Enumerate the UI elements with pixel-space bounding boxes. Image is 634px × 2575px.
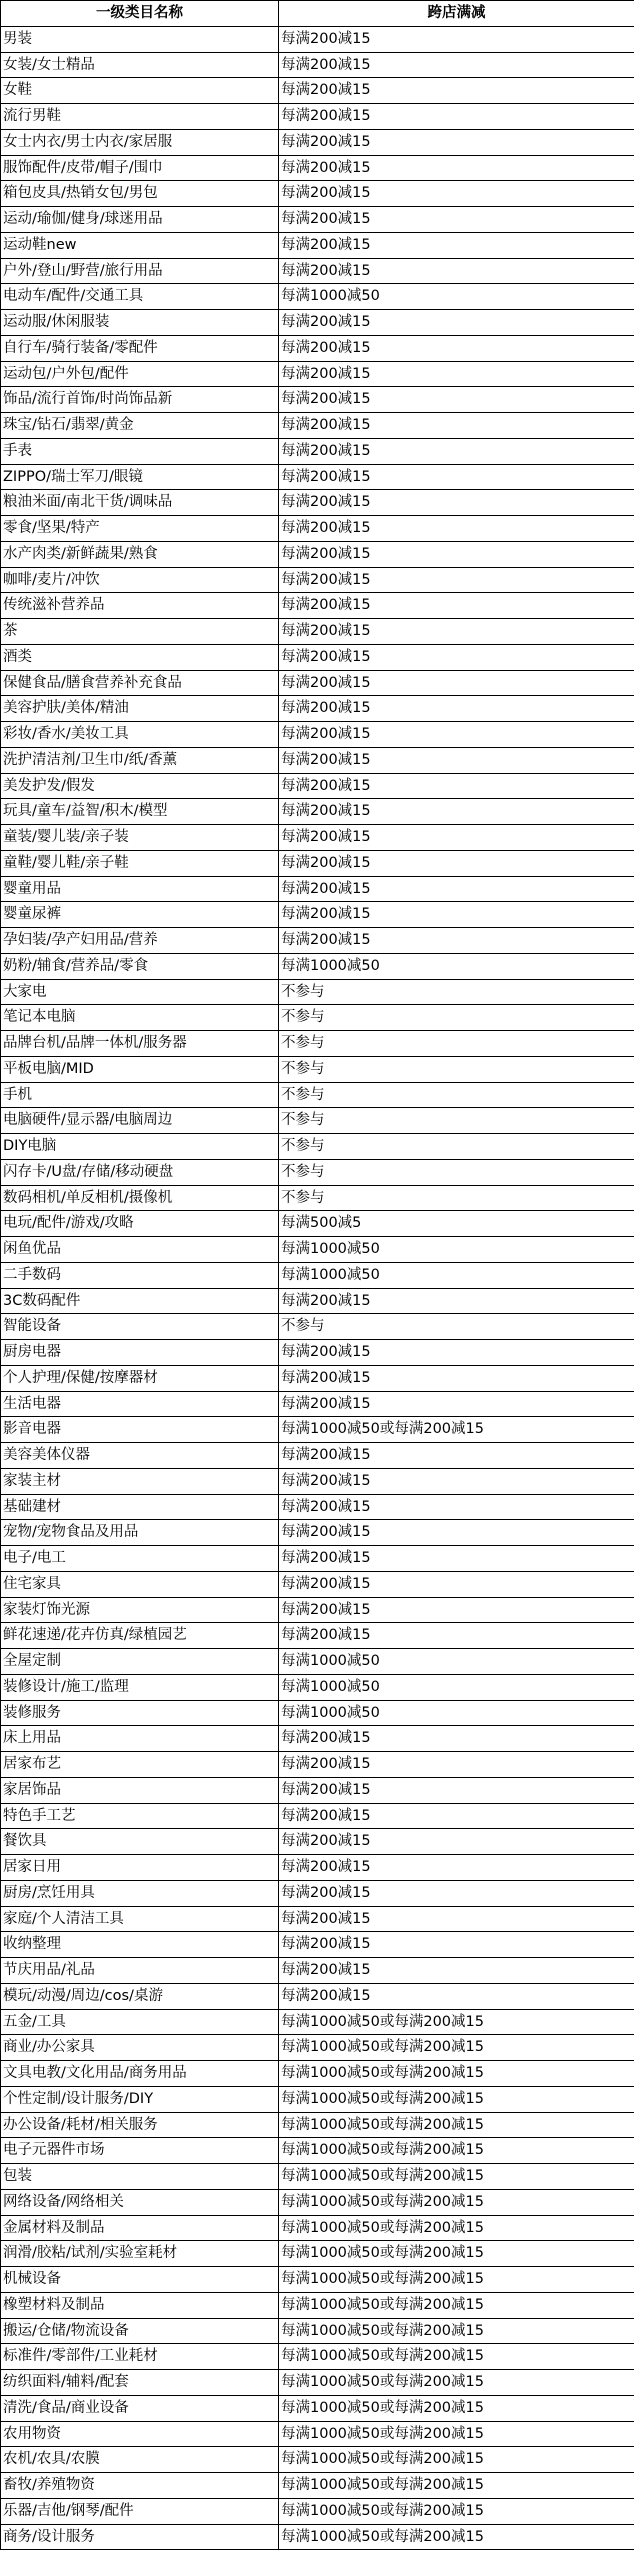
category-cell: 饰品/流行首饰/时尚饰品新 [1, 387, 279, 413]
category-cell: 商业/办公家具 [1, 2035, 279, 2061]
discount-cell: 每满200减15 [279, 438, 634, 464]
discount-cell: 每满200减15 [279, 464, 634, 490]
table-row [1, 1288, 634, 1314]
discount-cell: 每满200减15 [279, 1752, 634, 1778]
discount-cell: 每满1000减50或每满200减15 [279, 2370, 634, 2396]
discount-cell: 每满1000减50 [279, 953, 634, 979]
table-row [1, 1983, 634, 2009]
discount-cell: 每满200减15 [279, 1597, 634, 1623]
table-row [1, 1108, 634, 1134]
discount-cell: 每满200减15 [279, 567, 634, 593]
discount-cell: 每满1000减50或每满200减15 [279, 2241, 634, 2267]
category-cell: 水产肉类/新鲜蔬果/熟食 [1, 541, 279, 567]
category-cell: 平板电脑/MID [1, 1056, 279, 1082]
table-row [1, 284, 634, 310]
table-row [1, 696, 634, 722]
table-row [1, 1649, 634, 1675]
discount-cell: 每满200减15 [279, 644, 634, 670]
discount-cell: 不参与 [279, 1134, 634, 1160]
table-row [1, 2267, 634, 2293]
discount-cell: 每满200减15 [279, 207, 634, 233]
table-row [1, 541, 634, 567]
discount-cell: 每满200减15 [279, 1829, 634, 1855]
discount-cell: 每满200减15 [279, 696, 634, 722]
discount-cell: 每满1000减50或每满200减15 [279, 2061, 634, 2087]
table-row [1, 1031, 634, 1057]
category-cell: 女鞋 [1, 78, 279, 104]
table-row [1, 722, 634, 748]
table-row [1, 1494, 634, 1520]
table-row [1, 2498, 634, 2524]
discount-cell: 每满1000减50或每满200减15 [279, 1417, 634, 1443]
category-cell: 家装主材 [1, 1468, 279, 1494]
table-row [1, 181, 634, 207]
category-cell: 咖啡/麦片/冲饮 [1, 567, 279, 593]
category-cell: 数码相机/单反相机/摄像机 [1, 1185, 279, 1211]
discount-cell: 每满200减15 [279, 258, 634, 284]
discount-cell: 每满1000减50或每满200减15 [279, 2498, 634, 2524]
table-row [1, 2473, 634, 2499]
category-cell: 生活电器 [1, 1391, 279, 1417]
discount-cell: 每满200减15 [279, 1803, 634, 1829]
table-row [1, 2292, 634, 2318]
table-row [1, 902, 634, 928]
discount-cell: 每满200减15 [279, 387, 634, 413]
category-cell: 零食/坚果/特产 [1, 516, 279, 542]
category-cell: 服饰配件/皮带/帽子/围巾 [1, 155, 279, 181]
table-row [1, 593, 634, 619]
category-cell: 品牌台机/品牌一体机/服务器 [1, 1031, 279, 1057]
table-row [1, 1314, 634, 1340]
discount-cell: 每满1000减50或每满200减15 [279, 2318, 634, 2344]
discount-cell: 每满200减15 [279, 1726, 634, 1752]
table-row [1, 1726, 634, 1752]
category-cell: 装修服务 [1, 1700, 279, 1726]
category-cell: 洗护清洁剂/卫生巾/纸/香薰 [1, 747, 279, 773]
category-cell: 运动包/户外包/配件 [1, 361, 279, 387]
table-row [1, 2344, 634, 2370]
discount-cell: 每满200减15 [279, 1906, 634, 1932]
category-cell: 婴童尿裤 [1, 902, 279, 928]
table-row [1, 1777, 634, 1803]
category-cell: 宠物/宠物食品及用品 [1, 1520, 279, 1546]
discount-cell: 每满200减15 [279, 1546, 634, 1572]
table-row [1, 1932, 634, 1958]
table-row [1, 1185, 634, 1211]
table-row [1, 2035, 634, 2061]
discount-cell: 每满1000减50或每满200减15 [279, 2447, 634, 2473]
category-cell: 智能设备 [1, 1314, 279, 1340]
discount-cell: 每满200减15 [279, 1932, 634, 1958]
category-cell: 畜牧/养殖物资 [1, 2473, 279, 2499]
discount-cell: 每满200减15 [279, 1468, 634, 1494]
category-cell: 美容护肤/美体/精油 [1, 696, 279, 722]
table-row [1, 2370, 634, 2396]
category-cell: 茶 [1, 619, 279, 645]
discount-cell: 每满200减15 [279, 1983, 634, 2009]
table-row [1, 1546, 634, 1572]
table-row [1, 361, 634, 387]
discount-cell: 每满200减15 [279, 1443, 634, 1469]
table-row [1, 876, 634, 902]
category-cell: 运动服/休闲服装 [1, 310, 279, 336]
table-row [1, 567, 634, 593]
table-row [1, 1571, 634, 1597]
table-row [1, 258, 634, 284]
discount-cell: 每满200减15 [279, 1365, 634, 1391]
category-cell: 影音电器 [1, 1417, 279, 1443]
table-row [1, 413, 634, 439]
category-cell: 电玩/配件/游戏/攻略 [1, 1211, 279, 1237]
discount-cell: 每满200减15 [279, 181, 634, 207]
category-cell: 金属材料及制品 [1, 2215, 279, 2241]
category-cell: 厨房/烹饪用具 [1, 1880, 279, 1906]
table-row [1, 1700, 634, 1726]
category-cell: 润滑/胶粘/试剂/实验室耗材 [1, 2241, 279, 2267]
table-row [1, 825, 634, 851]
discount-cell: 每满1000减50或每满200减15 [279, 2112, 634, 2138]
table-row [1, 2241, 634, 2267]
category-cell: 童鞋/婴儿鞋/亲子鞋 [1, 850, 279, 876]
table-row [1, 1262, 634, 1288]
table-row [1, 2086, 634, 2112]
category-cell: 餐饮具 [1, 1829, 279, 1855]
category-cell: 清洗/食品/商业设备 [1, 2395, 279, 2421]
category-cell: 乐器/吉他/钢琴/配件 [1, 2498, 279, 2524]
category-cell: 家庭/个人清洁工具 [1, 1906, 279, 1932]
table-row [1, 1056, 634, 1082]
discount-cell: 每满1000减50或每满200减15 [279, 2164, 634, 2190]
category-cell: 个人护理/保健/按摩器材 [1, 1365, 279, 1391]
category-cell: 自行车/骑行装备/零配件 [1, 335, 279, 361]
category-cell: 二手数码 [1, 1262, 279, 1288]
table-row [1, 52, 634, 78]
category-cell: 酒类 [1, 644, 279, 670]
category-cell: 玩具/童车/益智/积木/模型 [1, 799, 279, 825]
category-cell: 奶粉/辅食/营养品/零食 [1, 953, 279, 979]
category-cell: 模玩/动漫/周边/cos/桌游 [1, 1983, 279, 2009]
table-row [1, 1674, 634, 1700]
discount-cell: 每满1000减50或每满200减15 [279, 2009, 634, 2035]
table-row [1, 335, 634, 361]
table-row [1, 1752, 634, 1778]
discount-cell: 每满200减15 [279, 78, 634, 104]
category-cell: 家装灯饰光源 [1, 1597, 279, 1623]
table-row [1, 2215, 634, 2241]
category-cell: 电动车/配件/交通工具 [1, 284, 279, 310]
category-cell: 基础建材 [1, 1494, 279, 1520]
category-cell: 粮油米面/南北干货/调味品 [1, 490, 279, 516]
discount-cell: 每满200减15 [279, 722, 634, 748]
category-cell: 居家日用 [1, 1855, 279, 1881]
discount-cell: 每满200减15 [279, 1571, 634, 1597]
discount-cell: 每满200减15 [279, 799, 634, 825]
discount-cell: 不参与 [279, 1056, 634, 1082]
discount-cell: 每满200减15 [279, 26, 634, 52]
discount-cell: 每满1000减50或每满200减15 [279, 2292, 634, 2318]
discount-cell: 每满1000减50或每满200减15 [279, 2138, 634, 2164]
category-cell: 农机/农具/农膜 [1, 2447, 279, 2473]
discount-cell: 每满200减15 [279, 413, 634, 439]
discount-cell: 每满1000减50或每满200减15 [279, 2524, 634, 2550]
category-cell: 笔记本电脑 [1, 1005, 279, 1031]
table-header-row [1, 1, 634, 27]
category-cell: 电脑硬件/显示器/电脑周边 [1, 1108, 279, 1134]
discount-cell: 每满200减15 [279, 1340, 634, 1366]
discount-cell: 每满1000减50或每满200减15 [279, 2421, 634, 2447]
category-cell: 五金/工具 [1, 2009, 279, 2035]
discount-cell: 不参与 [279, 1031, 634, 1057]
discount-cell: 每满200减15 [279, 747, 634, 773]
table-row [1, 232, 634, 258]
category-cell: 女士内衣/男士内衣/家居服 [1, 129, 279, 155]
table-row [1, 1623, 634, 1649]
discount-cell: 每满200减15 [279, 541, 634, 567]
table-row [1, 1468, 634, 1494]
discount-cell: 每满200减15 [279, 310, 634, 336]
category-cell: 保健食品/膳食营养补充食品 [1, 670, 279, 696]
table-row [1, 2395, 634, 2421]
table-row [1, 619, 634, 645]
discount-cell: 每满200减15 [279, 928, 634, 954]
table-row [1, 1803, 634, 1829]
category-cell: 闪存卡/U盘/存储/移动硬盘 [1, 1159, 279, 1185]
table-row [1, 1417, 634, 1443]
discount-cell: 每满200减15 [279, 593, 634, 619]
category-cell: 3C数码配件 [1, 1288, 279, 1314]
discount-cell: 每满1000减50或每满200减15 [279, 2035, 634, 2061]
discount-cell: 不参与 [279, 1159, 634, 1185]
category-cell: 床上用品 [1, 1726, 279, 1752]
table-row [1, 387, 634, 413]
table-body [1, 26, 634, 2550]
category-cell: 装修设计/施工/监理 [1, 1674, 279, 1700]
table-row [1, 129, 634, 155]
discount-cell: 每满200减15 [279, 619, 634, 645]
discount-cell: 每满500减5 [279, 1211, 634, 1237]
table-row [1, 1082, 634, 1108]
table-row [1, 773, 634, 799]
table-row [1, 928, 634, 954]
discount-cell: 每满1000减50或每满200减15 [279, 2395, 634, 2421]
table-row [1, 2421, 634, 2447]
table-row [1, 2138, 634, 2164]
discount-cell: 每满200减15 [279, 1494, 634, 1520]
discount-cell: 每满1000减50或每满200减15 [279, 2267, 634, 2293]
discount-cell: 每满200减15 [279, 335, 634, 361]
discount-cell: 每满200减15 [279, 1391, 634, 1417]
category-cell: 户外/登山/野营/旅行用品 [1, 258, 279, 284]
discount-cell: 每满1000减50或每满200减15 [279, 2086, 634, 2112]
category-cell: DIY电脑 [1, 1134, 279, 1160]
discount-cell: 每满200减15 [279, 104, 634, 130]
table-row [1, 2061, 634, 2087]
column-header-category: 一级类目名称 [1, 1, 279, 27]
discount-cell: 不参与 [279, 979, 634, 1005]
category-cell: 机械设备 [1, 2267, 279, 2293]
category-cell: 彩妆/香水/美妆工具 [1, 722, 279, 748]
table-row [1, 1211, 634, 1237]
discount-cell: 每满200减15 [279, 516, 634, 542]
table-row [1, 438, 634, 464]
category-cell: 搬运/仓储/物流设备 [1, 2318, 279, 2344]
table-row [1, 310, 634, 336]
category-cell: 全屋定制 [1, 1649, 279, 1675]
category-cell: 大家电 [1, 979, 279, 1005]
category-cell: 包装 [1, 2164, 279, 2190]
discount-cell: 每满1000减50或每满200减15 [279, 2473, 634, 2499]
category-cell: 婴童用品 [1, 876, 279, 902]
category-cell: 手机 [1, 1082, 279, 1108]
table-row [1, 2189, 634, 2215]
discount-cell: 每满1000减50 [279, 1700, 634, 1726]
discount-cell: 每满200减15 [279, 52, 634, 78]
category-cell: 办公设备/耗材/相关服务 [1, 2112, 279, 2138]
table-row [1, 1237, 634, 1263]
category-cell: 收纳整理 [1, 1932, 279, 1958]
category-cell: 箱包皮具/热销女包/男包 [1, 181, 279, 207]
category-cell: 女装/女士精品 [1, 52, 279, 78]
category-cell: 特色手工艺 [1, 1803, 279, 1829]
category-cell: 橡塑材料及制品 [1, 2292, 279, 2318]
discount-cell: 每满1000减50或每满200减15 [279, 2344, 634, 2370]
column-header-discount: 跨店满减 [279, 1, 634, 27]
discount-cell: 每满1000减50 [279, 1237, 634, 1263]
table-row [1, 1443, 634, 1469]
discount-cell: 每满200减15 [279, 773, 634, 799]
table-row [1, 207, 634, 233]
discount-cell: 每满200减15 [279, 129, 634, 155]
category-cell: 商务/设计服务 [1, 2524, 279, 2550]
category-cell: 电子/电工 [1, 1546, 279, 1572]
category-cell: 网络设备/网络相关 [1, 2189, 279, 2215]
category-cell: 男装 [1, 26, 279, 52]
table-row [1, 490, 634, 516]
table-row [1, 1597, 634, 1623]
table-row [1, 155, 634, 181]
category-cell: 鲜花速递/花卉仿真/绿植园艺 [1, 1623, 279, 1649]
category-cell: 运动鞋new [1, 232, 279, 258]
discount-cell: 每满1000减50 [279, 1262, 634, 1288]
discount-cell: 每满200减15 [279, 1855, 634, 1881]
table-row [1, 1159, 634, 1185]
table-row [1, 1005, 634, 1031]
category-cell: 标准件/零部件/工业耗材 [1, 2344, 279, 2370]
discount-cell: 每满200减15 [279, 1777, 634, 1803]
discount-cell: 每满1000减50 [279, 1674, 634, 1700]
discount-cell: 每满200减15 [279, 232, 634, 258]
category-cell: 居家布艺 [1, 1752, 279, 1778]
category-cell: 童装/婴儿装/亲子装 [1, 825, 279, 851]
table-row [1, 979, 634, 1005]
category-cell: 珠宝/钻石/翡翠/黄金 [1, 413, 279, 439]
category-cell: 家居饰品 [1, 1777, 279, 1803]
discount-cell: 每满200减15 [279, 155, 634, 181]
table-row [1, 2318, 634, 2344]
table-row [1, 2112, 634, 2138]
category-cell: 流行男鞋 [1, 104, 279, 130]
table-row [1, 516, 634, 542]
table-row [1, 799, 634, 825]
table-row [1, 747, 634, 773]
discount-cell: 不参与 [279, 1314, 634, 1340]
category-cell: 文具电教/文化用品/商务用品 [1, 2061, 279, 2087]
discount-cell: 每满200减15 [279, 825, 634, 851]
table-row [1, 1906, 634, 1932]
discount-cell: 每满200减15 [279, 670, 634, 696]
table-row [1, 2447, 634, 2473]
category-cell: 闲鱼优品 [1, 1237, 279, 1263]
category-cell: 孕妇装/孕产妇用品/营养 [1, 928, 279, 954]
category-cell: 电子元器件市场 [1, 2138, 279, 2164]
category-cell: 节庆用品/礼品 [1, 1958, 279, 1984]
category-cell: 传统滋补营养品 [1, 593, 279, 619]
table-row [1, 1829, 634, 1855]
discount-cell: 每满200减15 [279, 876, 634, 902]
table-row [1, 78, 634, 104]
discount-cell: 每满200减15 [279, 850, 634, 876]
category-cell: 住宅家具 [1, 1571, 279, 1597]
discount-cell: 每满1000减50 [279, 284, 634, 310]
discount-cell: 每满1000减50或每满200减15 [279, 2189, 634, 2215]
discount-cell: 每满200减15 [279, 361, 634, 387]
discount-cell: 不参与 [279, 1108, 634, 1134]
discount-cell: 每满1000减50 [279, 1649, 634, 1675]
table-row [1, 2164, 634, 2190]
table-row [1, 2009, 634, 2035]
table-row [1, 464, 634, 490]
table-row [1, 2524, 634, 2550]
category-cell: 厨房电器 [1, 1340, 279, 1366]
table-row [1, 1365, 634, 1391]
category-cell: ZIPPO/瑞士军刀/眼镜 [1, 464, 279, 490]
category-cell: 美发护发/假发 [1, 773, 279, 799]
category-cell: 手表 [1, 438, 279, 464]
discount-cell: 每满1000减50或每满200减15 [279, 2215, 634, 2241]
table-row [1, 1134, 634, 1160]
discount-cell: 每满200减15 [279, 1623, 634, 1649]
discount-cell: 每满200减15 [279, 902, 634, 928]
discount-cell: 不参与 [279, 1005, 634, 1031]
discount-cell: 不参与 [279, 1082, 634, 1108]
table-row [1, 104, 634, 130]
table-row [1, 26, 634, 52]
table-row [1, 1340, 634, 1366]
table-row [1, 850, 634, 876]
discount-cell: 每满200减15 [279, 1288, 634, 1314]
category-cell: 个性定制/设计服务/DIY [1, 2086, 279, 2112]
table-row [1, 1855, 634, 1881]
table-row [1, 1880, 634, 1906]
table-row [1, 953, 634, 979]
table-row [1, 1391, 634, 1417]
table-row [1, 1958, 634, 1984]
table-row [1, 644, 634, 670]
category-cell: 运动/瑜伽/健身/球迷用品 [1, 207, 279, 233]
table-row [1, 670, 634, 696]
discount-cell: 每满200减15 [279, 490, 634, 516]
category-cell: 农用物资 [1, 2421, 279, 2447]
discount-cell: 每满200减15 [279, 1958, 634, 1984]
discount-cell: 不参与 [279, 1185, 634, 1211]
discount-cell: 每满200减15 [279, 1520, 634, 1546]
table-row [1, 1520, 634, 1546]
category-cell: 纺织面料/辅料/配套 [1, 2370, 279, 2396]
discount-cell: 每满200减15 [279, 1880, 634, 1906]
category-cell: 美容美体仪器 [1, 1443, 279, 1469]
